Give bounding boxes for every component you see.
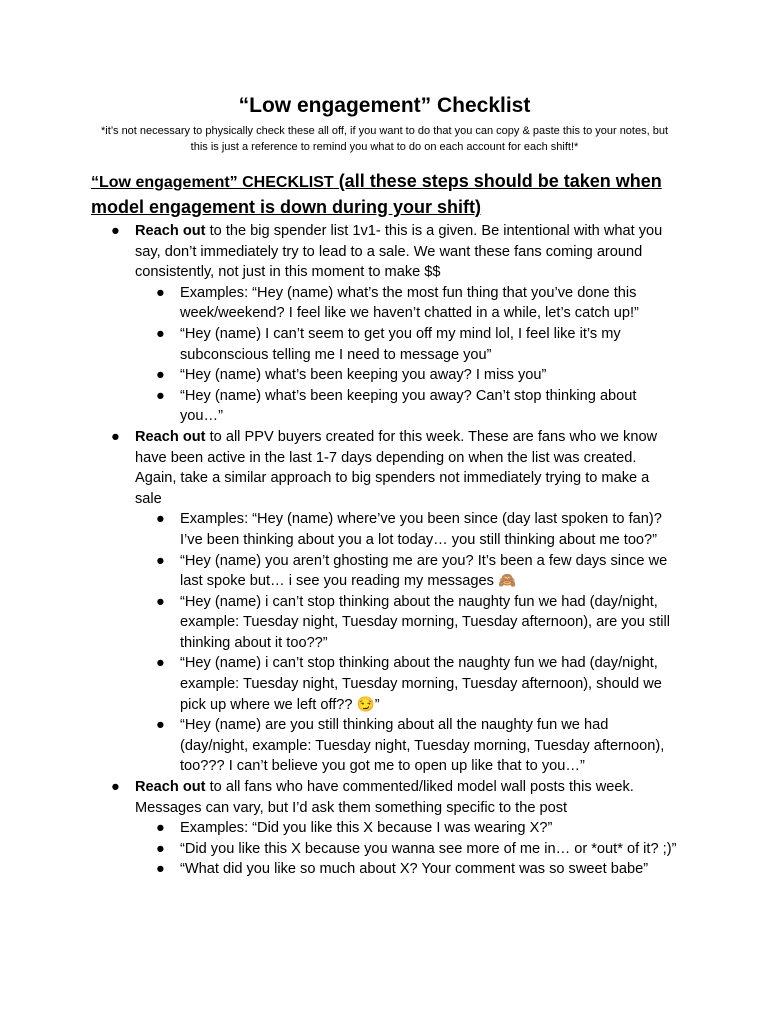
- example-item: [135, 283, 678, 324]
- bullet-icon: ●: [111, 223, 120, 239]
- example-text: “Hey (name) you aren’t ghosting me are you? It’s been a few days since we last spoke but… i see you reading my messages 🙈: [180, 552, 668, 590]
- item-lead: Reach out: [135, 223, 206, 239]
- example-text: “Hey (name) what’s been keeping you away? I miss you”: [180, 367, 547, 384]
- example-item: [135, 818, 678, 839]
- section-heading: [91, 169, 678, 221]
- item-lead: Reach out: [135, 428, 206, 445]
- bullet-icon: ●: [156, 387, 165, 404]
- bullet-icon: ●: [156, 655, 165, 672]
- bullet-icon: ●: [156, 593, 165, 610]
- item-text: to all PPV buyers created for this week. These are fans who we know have been active in the last 1-7 days depending on when the list was created. Again, take a similar approach to big spenders not immediately trying to make a sale: [135, 428, 658, 507]
- example-item: [135, 365, 678, 386]
- example-item: [135, 653, 678, 715]
- item-lead: Reach out: [135, 779, 206, 796]
- bullet-icon: ●: [111, 428, 120, 445]
- example-text: “Hey (name) i can’t stop thinking about the naughty fun we had (day/night, example: Tuesday night, Tuesday morning, Tuesday afternoon), are you still thinking about it too??”: [180, 593, 670, 651]
- example-list: [135, 818, 678, 880]
- bullet-icon: ●: [156, 284, 165, 301]
- checklist-item: [91, 427, 678, 777]
- example-text: “Hey (name) i can’t stop thinking about the naughty fun we had (day/night, example: Tuesday night, Tuesday morning, Tuesday afternoon), should we pick up where we left off?? 😏”: [180, 655, 662, 713]
- checklist: [91, 221, 678, 880]
- bullet-icon: ●: [156, 861, 165, 878]
- example-text: “Did you like this X because you wanna see more of me in… or *out* of it? ;)”: [180, 840, 677, 857]
- example-text: “What did you like so much about X? Your comment was so sweet babe”: [180, 861, 649, 878]
- example-list: [135, 509, 678, 777]
- section-heading-note: (all these steps should be taken when model engagement is down during your shift): [91, 171, 662, 217]
- example-item: [135, 715, 678, 777]
- bullet-icon: ●: [156, 325, 165, 342]
- document-title: “Low engagement” Checklist: [238, 94, 531, 117]
- bullet-icon: ●: [156, 511, 165, 528]
- example-text: “Hey (name) I can’t seem to get you off my mind lol, I feel like it’s my subconscious telling me I need to message you”: [180, 325, 621, 363]
- bullet-icon: ●: [156, 367, 165, 384]
- example-item: [135, 551, 678, 592]
- example-text: “Hey (name) what’s been keeping you away? Can’t stop thinking about you…”: [180, 387, 637, 425]
- section-heading-title: “Low engagement” CHECKLIST: [91, 174, 334, 191]
- bullet-icon: ●: [156, 717, 165, 734]
- example-text: Examples: “Hey (name) what’s the most fun thing that you’ve done this week/weekend? I feel like we haven’t chatted in a while, let’s catch up!”: [180, 284, 639, 322]
- example-text: Examples: “Hey (name) where’ve you been since (day last spoken to fan)? I’ve been thinking about you a lot today… you still thinking about me too?”: [180, 511, 662, 548]
- bullet-icon: ●: [111, 779, 120, 796]
- document-subtitle: *it’s not necessary to physically check these all off, if you want to do that you can copy & paste this to your notes, but this is just a reference to remind you what to do on each account for each shift!*: [100, 125, 669, 153]
- bullet-icon: ●: [156, 840, 165, 857]
- example-item: [135, 592, 678, 654]
- bullet-icon: ●: [156, 552, 165, 569]
- example-item: [135, 859, 678, 880]
- example-item: [135, 324, 678, 365]
- example-item: [135, 839, 678, 860]
- example-list: [135, 283, 678, 427]
- example-text: Examples: “Did you like this X because I was wearing X?”: [180, 820, 553, 837]
- bullet-icon: ●: [156, 820, 165, 837]
- example-item: [135, 386, 678, 427]
- example-text: “Hey (name) are you still thinking about all the naughty fun we had (day/night, example: Tuesday night, Tuesday morning, Tuesday afternoon), too??? I can’t believe you got me to open up like that to you…”: [180, 717, 665, 775]
- example-item: [135, 509, 678, 550]
- checklist-item: [91, 777, 678, 880]
- checklist-item: [91, 221, 678, 427]
- item-text: to all fans who have commented/liked model wall posts this week. Messages can vary, but I’d ask them something specific to the post: [135, 779, 634, 816]
- item-text: to the big spender list 1v1- this is a given. Be intentional with what you say, don’t immediately try to lead to a sale. We want these fans coming around consistently, not just in this moment to make $$: [135, 223, 663, 281]
